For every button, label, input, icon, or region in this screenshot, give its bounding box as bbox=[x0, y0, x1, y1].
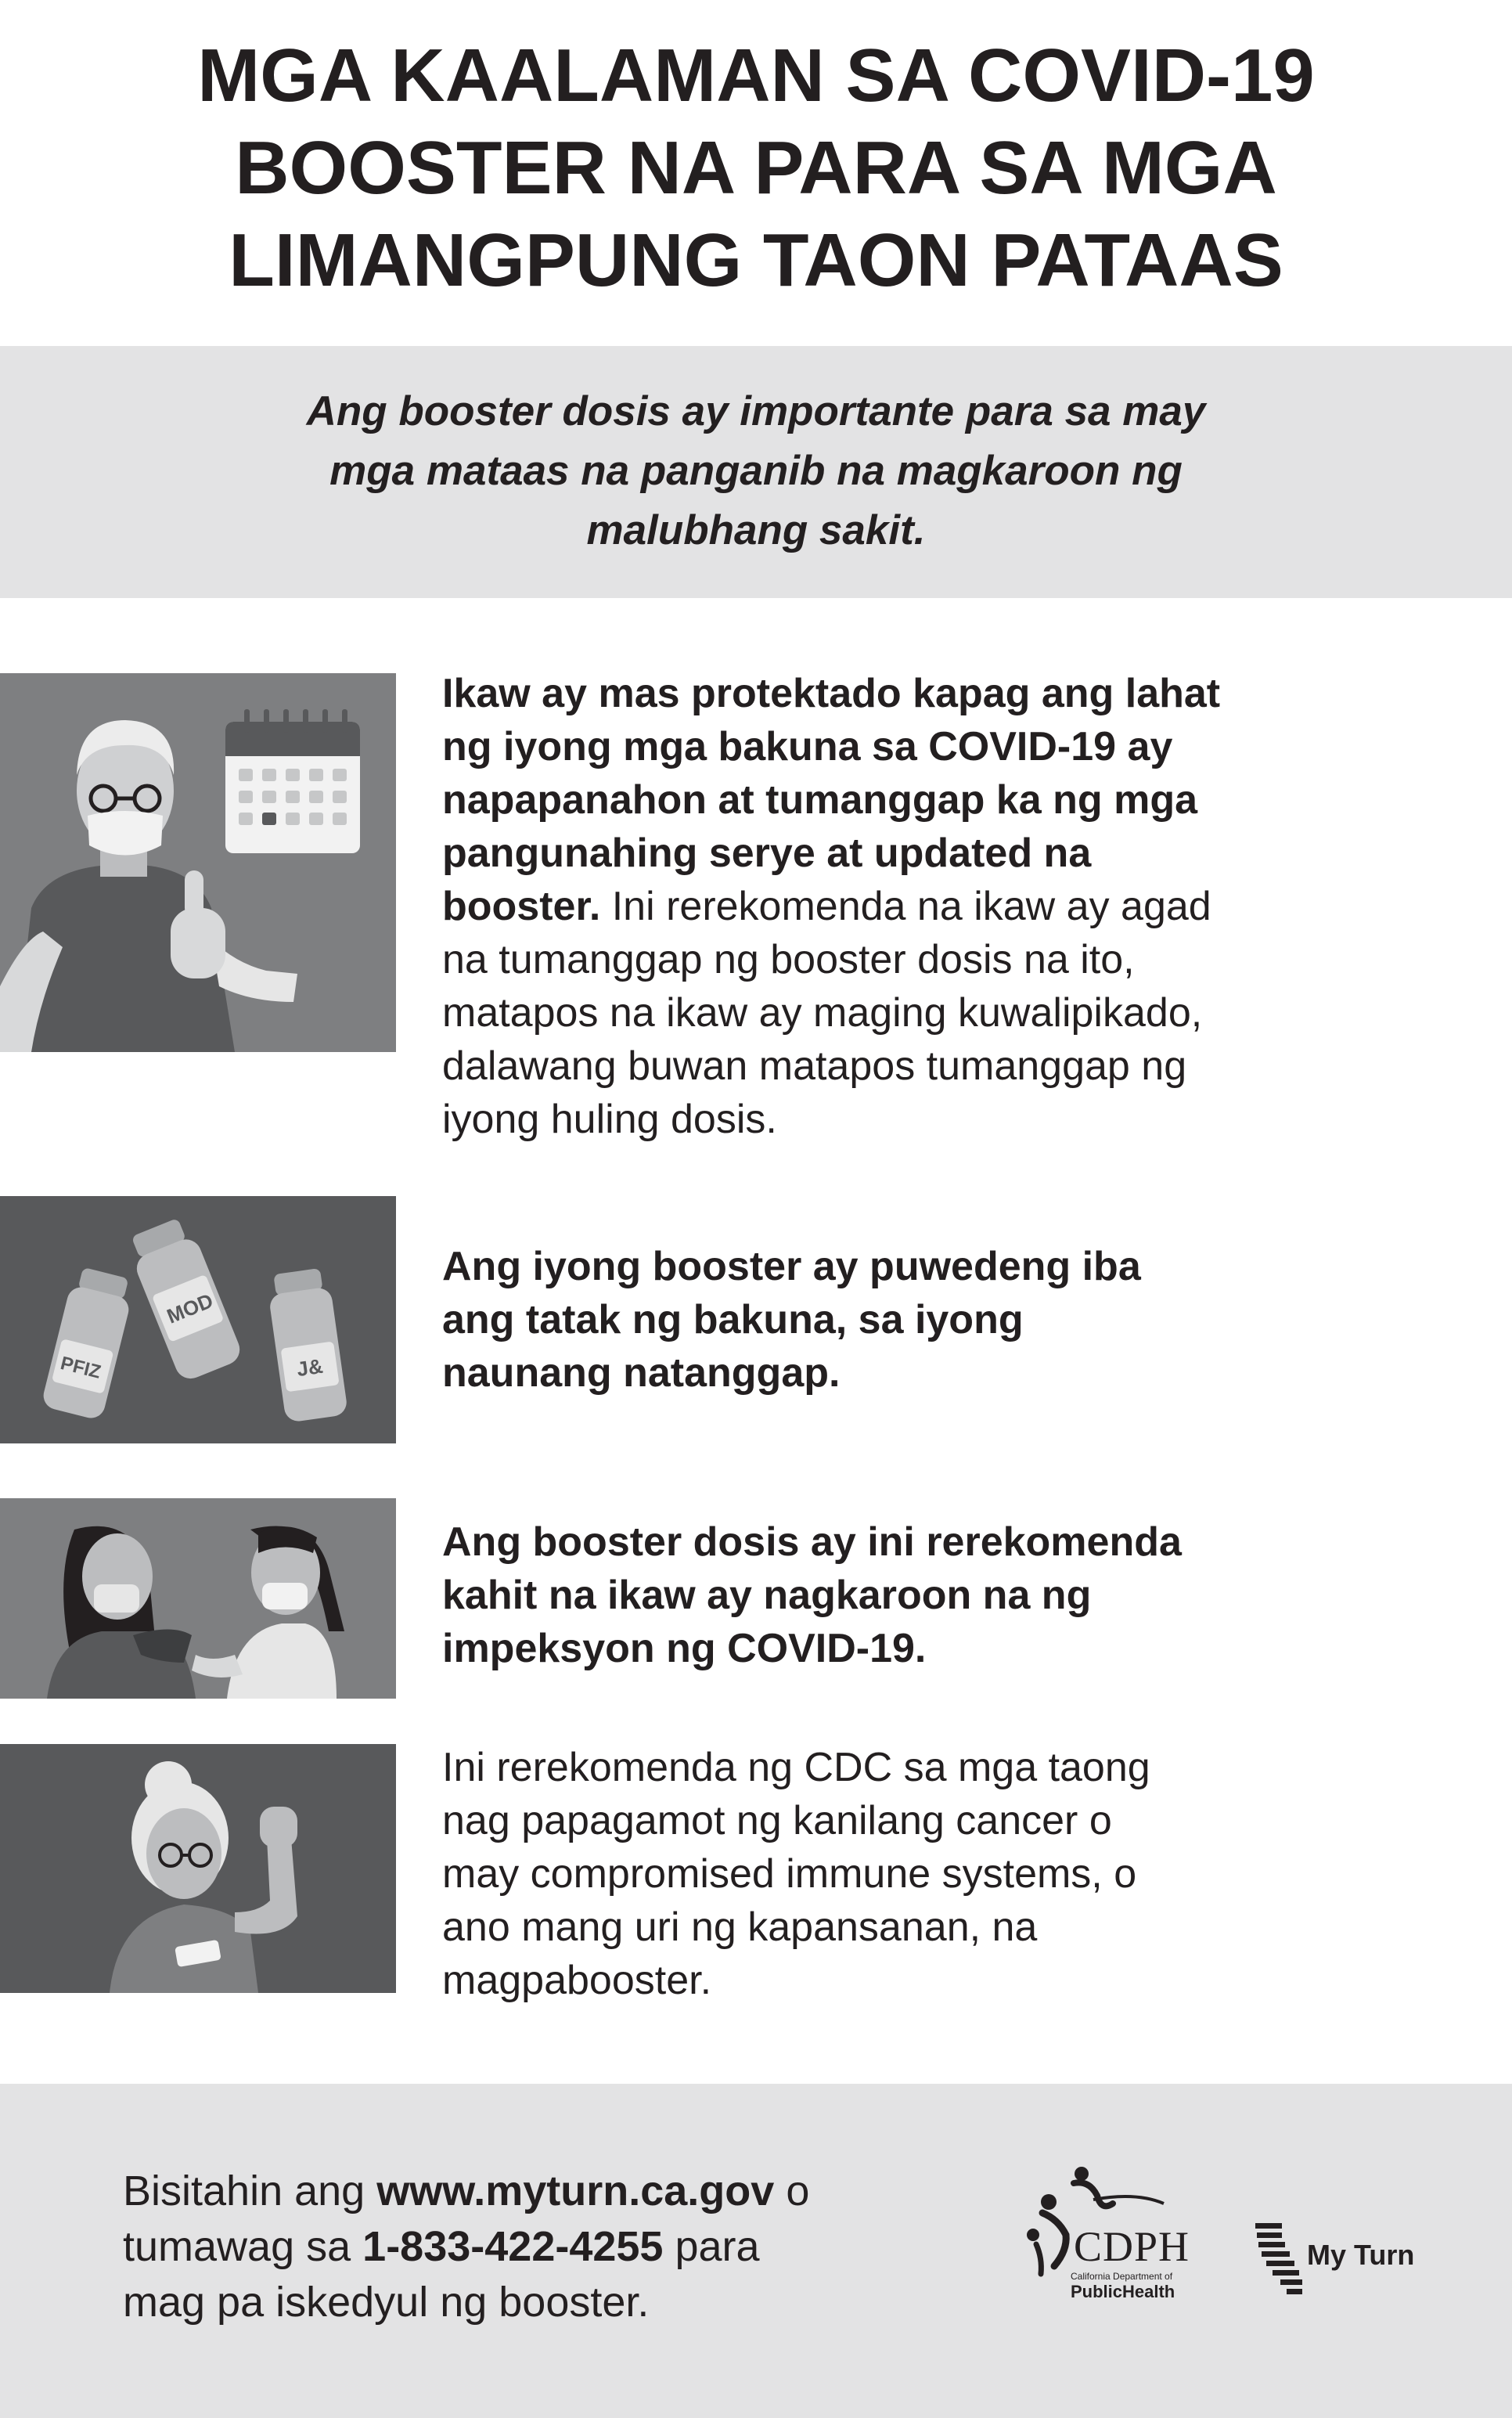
cdph-subtitle: California Department of bbox=[1071, 2271, 1173, 2282]
text-line: napapanahon at tumanggap ka ng mga bbox=[442, 777, 1197, 823]
footer-line bbox=[123, 2164, 1007, 2219]
text-line: dalawang buwan matapos tumanggap ng bbox=[442, 1043, 1187, 1089]
section-2-text bbox=[442, 1240, 1389, 1400]
text-line: Ini rerekomenda ng CDC sa mga taong bbox=[442, 1745, 1150, 1790]
text-line: naunang natanggap. bbox=[442, 1350, 841, 1396]
section-1-text bbox=[442, 667, 1389, 1146]
footer-fragment: para bbox=[663, 2223, 760, 2270]
cdph-wordmark: CDPH bbox=[1074, 2223, 1190, 2270]
text-line: pangunahing serye at updated na bbox=[442, 831, 1092, 876]
text-line: matapos na ikaw ay maging kuwalipikado, bbox=[442, 990, 1203, 1036]
text-line: Ang booster dosis ay ini rerekomenda bbox=[442, 1519, 1182, 1565]
title-line: LIMANGPUNG TAON PATAAS bbox=[229, 218, 1283, 302]
text-line: may compromised immune systems, o bbox=[442, 1851, 1137, 1897]
phone-number[interactable]: 1-833-422-4255 bbox=[362, 2223, 664, 2270]
footer-fragment: o bbox=[774, 2168, 810, 2214]
text-line: kahit na ikaw ay nagkaroon na ng bbox=[442, 1573, 1092, 1618]
title-line: BOOSTER NA PARA SA MGA bbox=[235, 126, 1277, 210]
older-woman-flexing-illustration bbox=[0, 1744, 396, 1993]
text-line: iyong huling dosis. bbox=[442, 1097, 777, 1142]
vial-label-jj: J& bbox=[295, 1353, 325, 1382]
text-line: ano mang uri ng kapansanan, na bbox=[442, 1904, 1038, 1950]
page-title bbox=[0, 30, 1512, 307]
cdph-subtitle-bold: PublicHealth bbox=[1071, 2282, 1175, 2301]
text-line: Ang iyong booster ay puwedeng iba bbox=[442, 1244, 1141, 1289]
california-state-icon bbox=[1252, 2217, 1307, 2303]
vaccine-vials-illustration bbox=[0, 1196, 396, 1443]
subtitle-text bbox=[180, 382, 1332, 560]
vial-label-pfizer: PFIZ bbox=[58, 1353, 103, 1383]
vial-label-moderna: MOD bbox=[163, 1288, 217, 1328]
subtitle-line: Ang booster dosis ay importante para sa may bbox=[306, 388, 1206, 434]
footer-line bbox=[123, 2219, 1007, 2275]
my-turn-logo bbox=[1252, 2217, 1417, 2303]
nurse-vaccinating-illustration bbox=[0, 1498, 396, 1699]
text-line bbox=[442, 880, 1389, 933]
text-line: nag papagamot ng kanilang cancer o bbox=[442, 1798, 1112, 1843]
footer-fragment: tumawag sa bbox=[123, 2223, 363, 2270]
footer-text bbox=[123, 2164, 1007, 2330]
text-line: Ikaw ay mas protektado kapag ang lahat bbox=[442, 671, 1221, 716]
older-man-calendar-illustration bbox=[0, 673, 396, 1052]
section-3-text bbox=[442, 1515, 1389, 1675]
footer-fragment: Bisitahin ang bbox=[123, 2168, 377, 2214]
subtitle-line: mga mataas na panganib na magkaroon ng bbox=[329, 448, 1183, 494]
section-4-text bbox=[442, 1741, 1389, 2007]
text-line: magpabooster. bbox=[442, 1958, 712, 2003]
text-regular-fragment: Ini rerekomenda na ikaw ay agad bbox=[600, 884, 1211, 929]
my-turn-wordmark: My Turn bbox=[1307, 2239, 1415, 2271]
text-line: impeksyon ng COVID-19. bbox=[442, 1626, 927, 1671]
footer-line: mag pa iskedyul ng booster. bbox=[123, 2279, 650, 2326]
text-line: na tumanggap ng booster dosis na ito, bbox=[442, 937, 1135, 982]
text-line: ng iyong mga bakuna sa COVID-19 ay bbox=[442, 724, 1173, 769]
subtitle-line: malubhang sakit. bbox=[586, 507, 926, 553]
cdph-logo bbox=[1019, 2157, 1207, 2305]
text-line: ang tatak ng bakuna, sa iyong bbox=[442, 1297, 1024, 1342]
title-line: MGA KAALAMAN SA COVID-19 bbox=[197, 34, 1315, 117]
website-link[interactable]: www.myturn.ca.gov bbox=[376, 2168, 775, 2214]
text-bold-fragment: booster. bbox=[442, 884, 601, 929]
